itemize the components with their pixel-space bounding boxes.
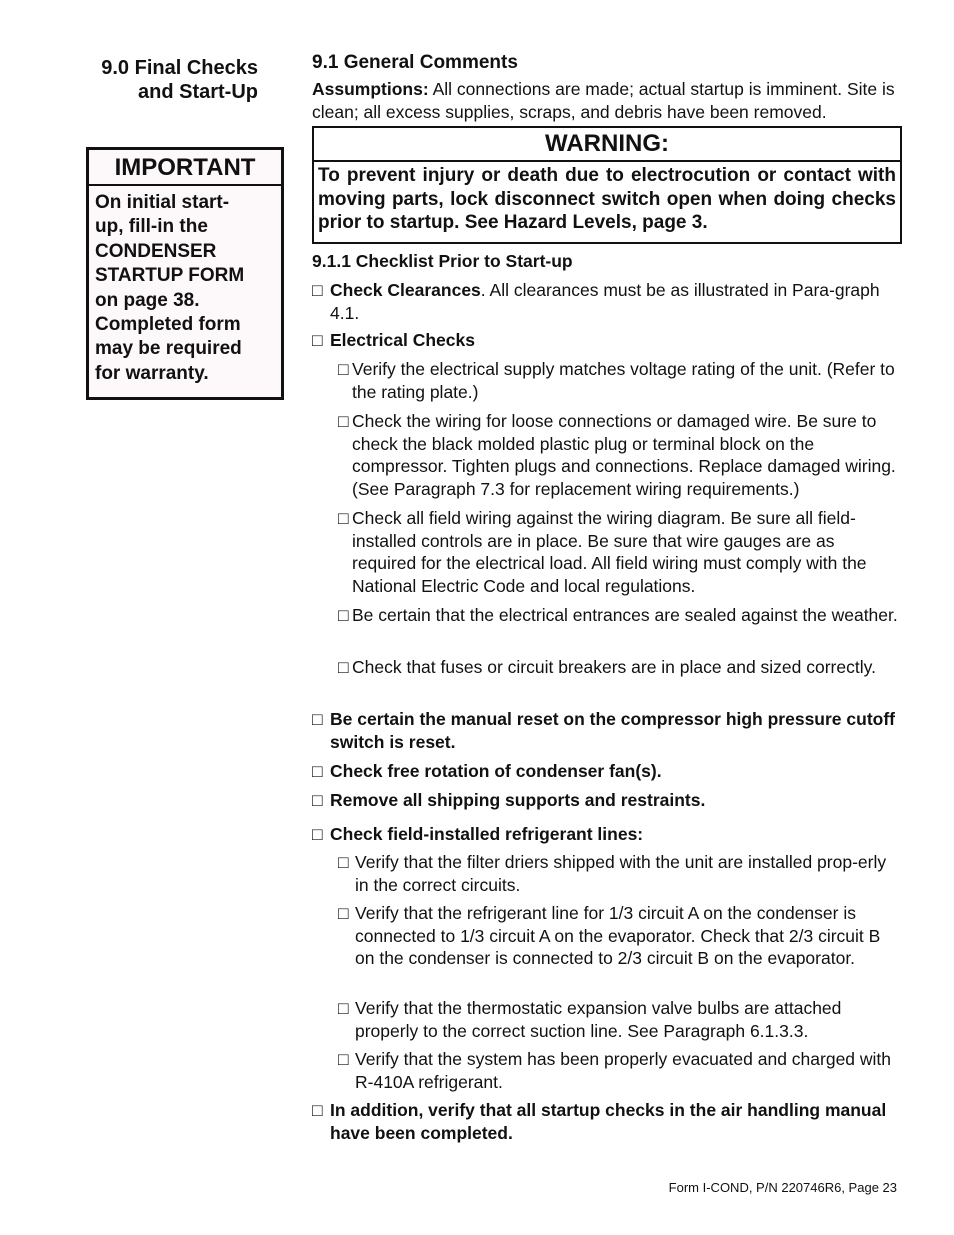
checklist-item-text: Check field-installed refrigerant lines:	[330, 824, 644, 844]
electrical-item-text: Check that fuses or circuit breakers are in place and sized correctly.	[352, 657, 876, 677]
section-title-line2: and Start-Up	[138, 81, 258, 103]
checklist-item-fan-rotation	[312, 760, 902, 783]
checkbox-icon[interactable]: □	[338, 903, 349, 923]
checkbox-icon[interactable]: □	[338, 1049, 349, 1069]
assumptions-text: All connections are made; actual startup is imminent. Site is clean; all excess supplies, scraps, and debris have been removed.	[312, 79, 895, 122]
assumptions-paragraph	[312, 78, 904, 124]
checkbox-icon[interactable]: □	[338, 411, 349, 431]
checkbox-icon[interactable]: □	[312, 790, 323, 810]
section-title-line1: 9.0 Final Checks	[101, 57, 258, 79]
refrigerant-item-4	[338, 1048, 898, 1093]
electrical-item-text: Verify the electrical supply matches voltage rating of the unit. (Refer to the rating plate.)	[352, 359, 895, 402]
warning-heading: WARNING:	[314, 128, 900, 162]
checklist-item-text: In addition, verify that all startup checks in the air handling manual have been completed.	[330, 1100, 887, 1143]
checklist-item-refrigerant	[312, 823, 902, 846]
clearances-label: Check Clearances	[330, 280, 481, 300]
checkbox-icon[interactable]: □	[338, 852, 349, 872]
refrigerant-item-text: Verify that the filter driers shipped with the unit are installed prop-erly in the correct circuits.	[355, 852, 887, 895]
checkbox-icon[interactable]: □	[338, 998, 349, 1018]
important-box	[86, 147, 284, 400]
checklist-item-text: Check free rotation of condenser fan(s).	[330, 761, 662, 781]
refrigerant-item-2	[338, 902, 898, 970]
electrical-item-text: Check the wiring for loose connections or damaged wire. Be sure to check the black molded plastic plug or terminal block on the compressor. Tighten plugs and connections. Replace damaged wiring. (See Paragraph 7.3 for replacement wiring requirements.)	[352, 411, 896, 499]
refrigerant-item-3	[338, 997, 898, 1042]
clearances-text: . All clearances must be as illustrated in Para-graph 4.1.	[330, 280, 880, 323]
checkbox-icon[interactable]: □	[312, 280, 323, 300]
checklist-item-electrical	[312, 329, 902, 352]
section-title	[86, 56, 258, 104]
checklist-item-shipping	[312, 789, 902, 812]
checklist-item-air-handling	[312, 1099, 902, 1144]
checkbox-icon[interactable]: □	[312, 1100, 323, 1120]
assumptions-label: Assumptions:	[312, 79, 429, 99]
electrical-item-1	[338, 358, 898, 403]
checklist-heading: 9.1.1 Checklist Prior to Start-up	[312, 251, 573, 271]
warning-box	[312, 126, 902, 244]
electrical-item-2	[338, 410, 898, 500]
page-footer: Form I-COND, P/N 220746R6, Page 23	[668, 1180, 897, 1195]
checkbox-icon[interactable]: □	[312, 761, 323, 781]
electrical-label: Electrical Checks	[330, 330, 475, 350]
checklist-item-clearances	[312, 279, 902, 324]
electrical-item-text: Check all field wiring against the wiring diagram. Be sure all field-installed controls are in place. Be sure that wire gauges are as required for the electrical load. All field wiring must comply with the National Electric Code and local regulations.	[352, 508, 867, 596]
checkbox-icon[interactable]: □	[312, 330, 323, 350]
checkbox-icon[interactable]: □	[312, 824, 323, 844]
checkbox-icon[interactable]: □	[338, 605, 349, 625]
refrigerant-item-text: Verify that the system has been properly evacuated and charged with R-410A refrigerant.	[355, 1049, 892, 1092]
refrigerant-item-text: Verify that the thermostatic expansion valve bulbs are attached properly to the correct suction line. See Paragraph 6.1.3.3.	[355, 998, 842, 1041]
checklist-item-text: Remove all shipping supports and restraints.	[330, 790, 706, 810]
refrigerant-item-1	[338, 851, 898, 896]
electrical-item-4	[338, 604, 898, 627]
checklist-item-text	[330, 279, 902, 324]
checkbox-icon[interactable]: □	[338, 657, 349, 677]
important-body: On initial start- up, fill-in the CONDENSER STARTUP FORM on page 38. Completed form may be required for warranty.	[95, 192, 245, 384]
checklist-item-manual-reset	[312, 708, 902, 753]
important-heading: IMPORTANT	[89, 150, 281, 186]
refrigerant-item-text: Verify that the refrigerant line for 1/3 circuit A on the condenser is connected to 1/3 circuit A on the evaporator. Check that 2/3 circuit B on the condenser is connected to 2/3 circuit B on the evaporator.	[355, 903, 881, 968]
general-comments-heading: 9.1 General Comments	[312, 52, 518, 73]
electrical-item-3	[338, 507, 898, 597]
checkbox-icon[interactable]: □	[338, 359, 349, 379]
warning-body: To prevent injury or death due to electrocution or contact with moving parts, lock disconnect switch open when doing checks prior to startup. See Hazard Levels, page 3.	[318, 165, 896, 233]
checkbox-icon[interactable]: □	[312, 709, 323, 729]
checklist-item-text: Be certain the manual reset on the compressor high pressure cutoff switch is reset.	[330, 709, 895, 752]
electrical-item-5	[338, 656, 898, 679]
checkbox-icon[interactable]: □	[338, 508, 349, 528]
electrical-item-text: Be certain that the electrical entrances are sealed against the weather.	[352, 605, 898, 625]
